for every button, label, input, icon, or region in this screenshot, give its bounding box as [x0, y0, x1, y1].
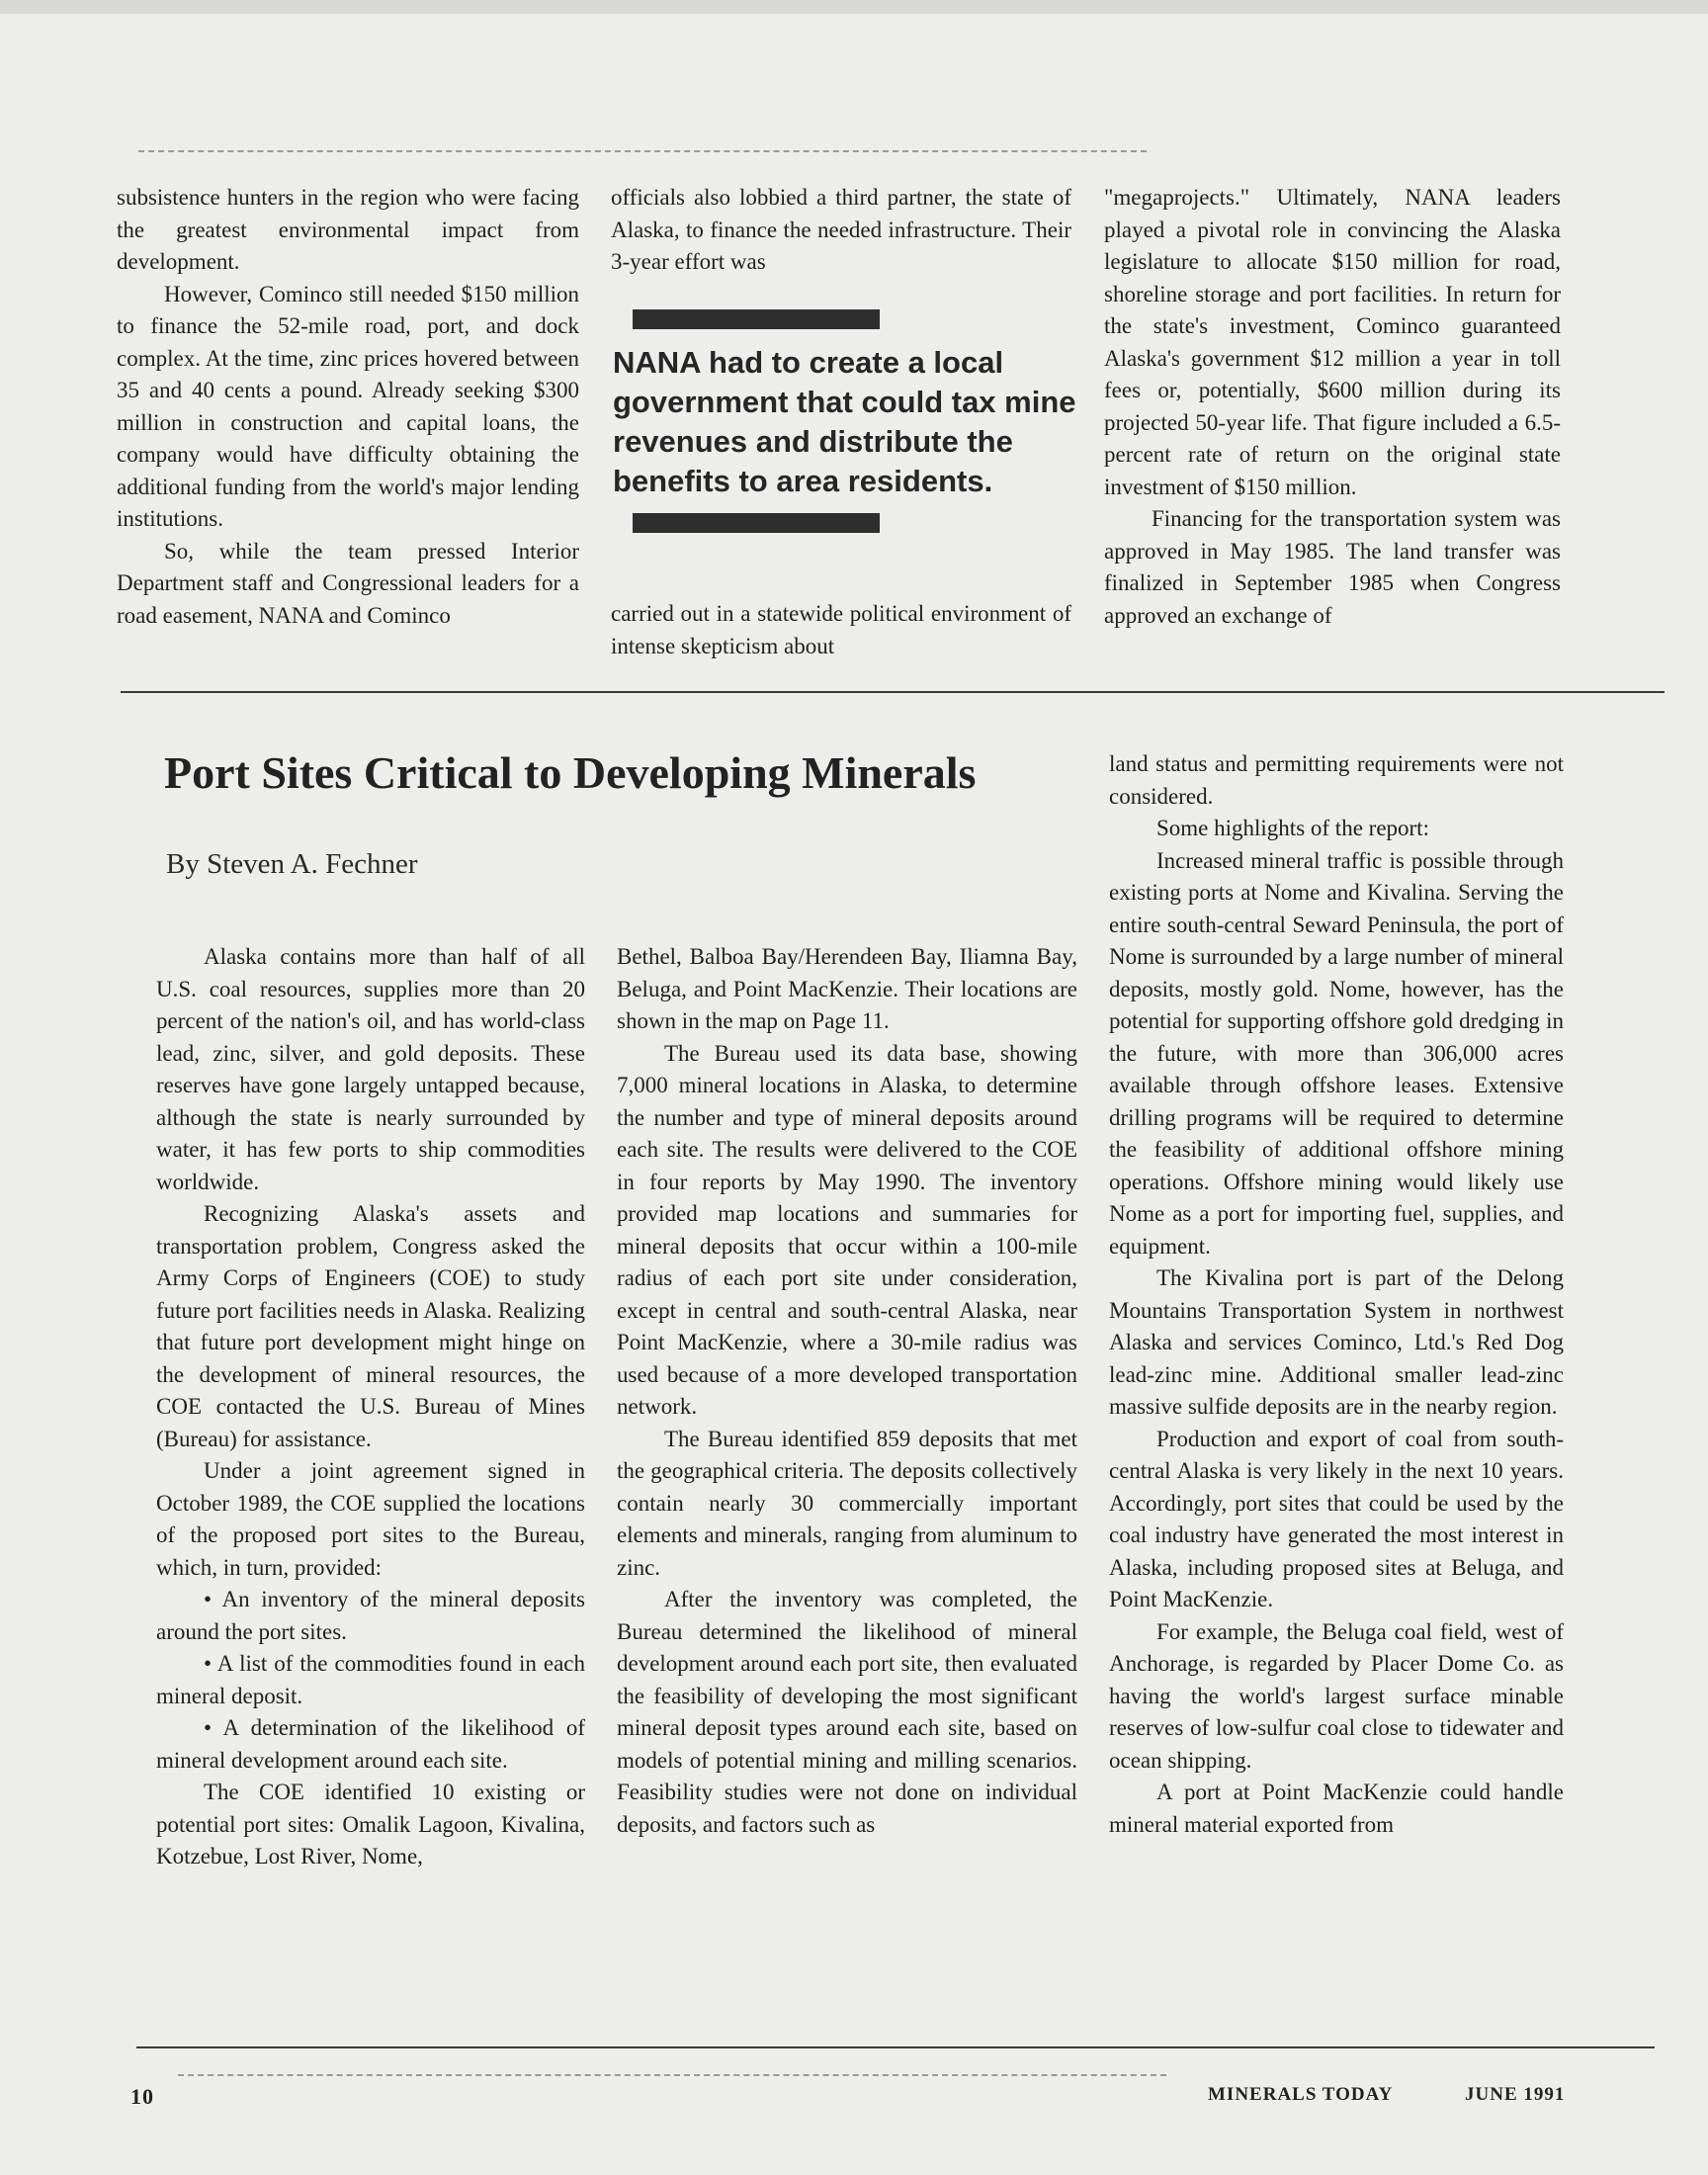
paragraph: So, while the team pressed Interior Department staff and Congressional leaders for a road easement, NANA and Cominco	[117, 538, 579, 628]
paragraph: However, Cominco still needed $150 million to finance the 52-mile road, port, and dock complex. At the time, zinc prices hovered between 35 and 40 cents a pound. Already seeking $300 million in construction and capital loans, the company would have difficulty obtaining the additional funding from the world's major lending institutions.	[117, 281, 579, 531]
article-column-1	[156, 941, 585, 1873]
paragraph: Bethel, Balboa Bay/Herendeen Bay, Iliamna Bay, Beluga, and Point MacKenzie. Their locations are shown in the map on Page 11.	[617, 944, 1077, 1033]
page-top-edge	[0, 0, 1708, 14]
paragraph: After the inventory was completed, the Bureau determined the likelihood of mineral development around each port site, then evaluated the feasibility of developing the most significant mineral deposit types around each site, based on models of potential mining and milling scenarios. Feasibility studies were not done on individual deposits, and factors such as	[617, 1587, 1077, 1837]
issue-date: JUNE 1991	[1465, 2084, 1566, 2105]
top-excerpt-column-2	[611, 182, 1071, 279]
top-dashed-rule	[138, 150, 1147, 152]
bullet-item: • A determination of the likelihood of mineral development around each site.	[156, 1715, 585, 1773]
top-excerpt-column-2-continued	[611, 598, 1071, 662]
top-excerpt-column-1	[117, 182, 579, 632]
page-number: 10	[130, 2084, 154, 2109]
publication-name: MINERALS TODAY	[1208, 2084, 1394, 2105]
top-excerpt-column-3	[1104, 182, 1561, 632]
paragraph: "megaprojects." Ultimately, NANA leaders played a pivotal role in convincing the Alaska legislature to allocate $150 million for road, shoreline storage and port facilities. In return for the state's investment, Cominco guaranteed Alaska's government $12 million a year in toll fees or, potentially, $600 million during its projected 50-year life. That figure included a 6.5-percent rate of return on the original state investment of $150 million.	[1104, 185, 1561, 499]
paragraph: officials also lobbied a third partner, the state of Alaska, to finance the needed infrastructure. Their 3-year effort was	[611, 185, 1071, 274]
paragraph: Some highlights of the report:	[1156, 816, 1429, 840]
paragraph: The COE identified 10 existing or potential port sites: Omalik Lagoon, Kivalina, Kotzebue, Lost River, Nome,	[156, 1780, 585, 1869]
footer-dashed-rule	[178, 2074, 1166, 2076]
paragraph: Recognizing Alaska's assets and transportation problem, Congress asked the Army Corps of Engineers (COE) to study future port facilities needs in Alaska. Realizing that future port development might hinge on the development of mineral resources, the COE contacted the U.S. Bureau of Mines (Bureau) for assistance.	[156, 1201, 585, 1451]
pull-quote-bottom-bar	[633, 513, 880, 533]
paragraph: Production and export of coal from south-central Alaska is very likely in the next 10 years. Accordingly, port sites that could be used by the coal industry have generated the most interest in Alaska, including proposed sites at Beluga, and Point MacKenzie.	[1109, 1426, 1564, 1611]
paragraph: land status and permitting requirements were not considered.	[1109, 751, 1564, 809]
bullet-item: • An inventory of the mineral deposits around the port sites.	[156, 1587, 585, 1644]
paragraph: The Kivalina port is part of the Delong Mountains Transportation System in northwest Alaska and services Cominco, Ltd.'s Red Dog lead-zinc mine. Additional smaller lead-zinc massive sulfide deposits are in the nearby region.	[1109, 1265, 1564, 1419]
pull-quote-text: NANA had to create a local government that could tax mine revenues and distribute the benefits to area residents.	[613, 345, 1076, 498]
article-column-3	[1109, 748, 1564, 1841]
paragraph: Under a joint agreement signed in October 1989, the COE supplied the locations of the proposed port sites to the Bureau, which, in turn, provided:	[156, 1458, 585, 1580]
footer-rule	[136, 2046, 1655, 2048]
section-divider-rule	[121, 691, 1665, 693]
paragraph: subsistence hunters in the region who were facing the greatest environmental impact from development.	[117, 185, 579, 274]
paragraph: Alaska contains more than half of all U.S. coal resources, supplies more than 20 percent of the nation's oil, and has world-class lead, zinc, silver, and gold deposits. These reserves have gone largely untapped because, although the state is nearly surrounded by water, it has few ports to ship commodities worldwide.	[156, 944, 585, 1194]
pull-quote-top-bar	[633, 309, 880, 329]
paragraph: The Bureau used its data base, showing 7,000 mineral locations in Alaska, to determine the number and type of mineral deposits around each site. The results were delivered to the COE in four reports by May 1990. The inventory provided map locations and summaries for mineral deposits that occur within a 100-mile radius of each port site under consideration, except in central and south-central Alaska, near Point MacKenzie, where a 30-mile radius was used because of a more developed transportation network.	[617, 1040, 1077, 1419]
paragraph: Financing for the transportation system was approved in May 1985. The land transfer was finalized in September 1985 when Congress approved an exchange of	[1104, 506, 1561, 628]
pull-quote	[613, 309, 1077, 533]
paragraph: A port at Point MacKenzie could handle mineral material exported from	[1109, 1780, 1564, 1837]
bullet-item: • A list of the commodities found in each mineral deposit.	[156, 1651, 585, 1708]
paragraph: carried out in a statewide political environment of intense skepticism about	[611, 601, 1071, 658]
paragraph: For example, the Beluga coal field, west of Anchorage, is regarded by Placer Dome Co. as having the world's largest surface minable reserves of low-sulfur coal close to tidewater and ocean shipping.	[1109, 1618, 1564, 1773]
paragraph: The Bureau identified 859 deposits that met the geographical criteria. The deposits collectively contain nearly 30 commercially important elements and minerals, ranging from aluminum to zinc.	[617, 1426, 1077, 1580]
article-byline: By Steven A. Fechner	[166, 848, 418, 880]
paragraph: Increased mineral traffic is possible through existing ports at Nome and Kivalina. Serving the entire south-central Seward Peninsula, the port of Nome is surrounded by a large number of mineral deposits, mostly gold. Nome, however, has the potential for supporting offshore gold dredging in the future, with more than 306,000 acres available through offshore leases. Extensive drilling programs will be required to determine the feasibility of additional offshore mining operations. Offshore mining would likely use Nome as a port for importing fuel, supplies, and equipment.	[1109, 847, 1564, 1259]
article-headline: Port Sites Critical to Developing Minerals	[164, 747, 977, 798]
article-column-2	[617, 941, 1077, 1841]
